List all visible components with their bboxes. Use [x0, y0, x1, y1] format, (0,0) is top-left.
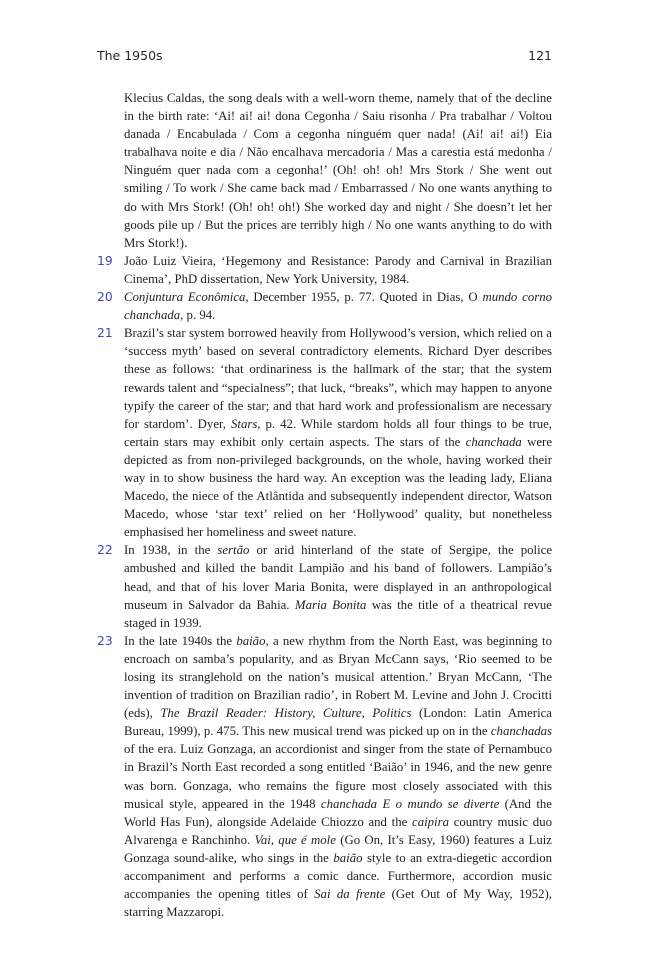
endnote-text	[124, 288, 552, 324]
page-number: 121	[528, 48, 552, 63]
endnote-text-part: Klecius Caldas, the song deals with a well-worn theme, namely that of the decline in the birth rate: ‘Ai! ai! ai! dona Cegonha / Saiu risonha / Pra trabalhar / Voltou danada / Encabulada / Com a cegonha ninguém quer nada! (Ai! ai! ai!) Eia trabalhava noite e dia / Não encalhava mercadoria / Mas a carestia está medonha / Ninguém quer nada com a cegonha!’ (Oh! oh! oh! Mrs Stork / She went out smiling / To work / She came back mad / Embarrassed / No one wants anything to do with Mrs Stork! (Oh! oh! oh!) She worked day and night / She doesn’t let her goods pile up / But the prices are terribly high / No one wants anything to do with Mrs Stork!).	[124, 91, 552, 250]
endnote-text	[124, 632, 552, 922]
endnote-number: 23	[97, 633, 113, 648]
endnote-text-part: Brazil’s star system borrowed heavily from Hollywood’s version, which relied on a ‘success myth’ based on several contradictory elements. Richard Dyer describes these as follows: ‘that ordinariness is the hallmark of the star; that the system rewards talent and “specialness”; that luck, “breaks”, which may happen to anyone typify the career of the star; and that hard work and professionalism are necessary for stardom’. Dyer,	[124, 326, 552, 431]
endnote-text-part: , December 1955, p. 77. Quoted in Dias, O	[245, 290, 483, 305]
endnote-text-part: (And the World Has Fun), alongside Adelaide Chiozzo and the	[124, 796, 552, 829]
endnote-text-part: , p. 42. While stardom holds all four things to be true, certain stars may exhibit only certain aspects. The stars of the	[124, 416, 552, 449]
endnote-number: 21	[97, 326, 113, 341]
endnote-text	[124, 252, 552, 288]
page-header	[97, 48, 552, 68]
endnote-italic-part: sertão	[217, 543, 250, 558]
endnote-italic-part: Maria Bonita	[294, 597, 367, 612]
endnote-text-part: was the title of a theatrical revue staged in 1939.	[124, 597, 552, 630]
endnote-italic-part: baião	[236, 633, 266, 648]
endnote-number: 19	[97, 253, 113, 268]
endnote-italic-part: Stars	[230, 416, 258, 431]
endnote-text-part: or arid hinterland of the state of Sergipe, the police ambushed and killed the bandit Lampião and his band of followers. Lampião’s head, and that of his lover Maria Bonita, were displayed in an anthropological museum in Salvador da Bahia.	[124, 543, 552, 612]
endnote-italic-part: chanchada	[465, 434, 522, 449]
endnote-italic-part: mundo corno chanchada	[124, 290, 552, 323]
endnote-number: 20	[97, 290, 113, 305]
endnote-text-part: João Luiz Vieira, ‘Hegemony and Resistance: Parody and Carnival in Brazilian Cinema’, PhD dissertation, New York University, 1984.	[124, 253, 552, 286]
endnotes-list	[97, 89, 552, 921]
endnote-text-part: (London: Latin America Bureau, 1999), p. 475. This new musical trend was picked up on in the	[124, 706, 552, 739]
endnote-italic-part: chanchadas	[490, 724, 552, 739]
endnote-23	[97, 632, 552, 922]
endnote-19	[97, 252, 552, 288]
endnote-text-part: of the era. Luiz Gonzaga, an accordionist and singer from the state of Pernambuco in Brazil’s North East recorded a song entitled ‘Baião’ in 1946, and the new genre was born. Gonzaga, who remains the figure most closely associated with this musical style, appeared in the 1948	[124, 742, 552, 811]
endnote-text	[124, 89, 552, 252]
endnote-text-part: country music duo Alvarenga e Ranchinho.	[124, 814, 553, 847]
endnote-text-part: In 1938, in the	[124, 543, 218, 558]
endnote-text-part: (Get Out of My Way, 1952), starring Mazzaropi.	[124, 887, 553, 920]
running-head: The 1950s	[97, 48, 163, 63]
endnote-21	[97, 324, 552, 541]
endnote-text-part: were depicted as from non-privileged backgrounds, on the whole, having worked their way in to show business the hard way. An exception was the leading lady, Eliana Macedo, the niece of the Atlântida and subsequently independent director, Watson Macedo, whose ‘star text’ relied on her ‘Hollywood’ quality, but nonetheless emphasised her homeliness and sweet nature.	[124, 434, 552, 540]
endnote-italic-part: The Brazil Reader: History, Culture, Politics	[160, 706, 412, 721]
endnote-text	[124, 324, 552, 541]
endnote-text	[124, 541, 552, 631]
endnote-italic-part: Sai da frente	[314, 887, 386, 902]
endnote-continuation	[97, 89, 552, 252]
endnote-20	[97, 288, 552, 324]
endnote-22	[97, 541, 552, 631]
endnote-text-part: , a new rhythm from the North East, was beginning to encroach on samba’s popularity, and as Bryan McCann says, ‘Rio seemed to be losing its stranglehold on the nation’s musical attention.’ Bryan McCann, ‘The invention of tradition on Brazilian radio’, in Robert M. Levine and John J. Crocitti (eds),	[124, 633, 552, 721]
endnote-text-part: , p. 94.	[180, 308, 216, 323]
endnote-text-part: (Go On, It’s Easy, 1960) features a Luiz Gonzaga sound-alike, who sings in the	[124, 832, 552, 865]
endnote-italic-part: Conjuntura Econômica	[124, 290, 246, 305]
endnote-number: 22	[97, 543, 113, 558]
endnote-italic-part: caipira	[412, 814, 449, 829]
endnote-italic-part: chanchada E o mundo se diverte	[320, 796, 500, 811]
endnote-text-part: style to an extra-diegetic accordion accompaniment and performs a comic dance. Furthermore, accordion music accompanies the opening titles of	[124, 850, 552, 902]
endnote-italic-part: baião	[333, 850, 363, 865]
endnote-italic-part: Vai, que é mole	[254, 832, 336, 847]
endnote-text-part: In the late 1940s the	[124, 633, 237, 648]
